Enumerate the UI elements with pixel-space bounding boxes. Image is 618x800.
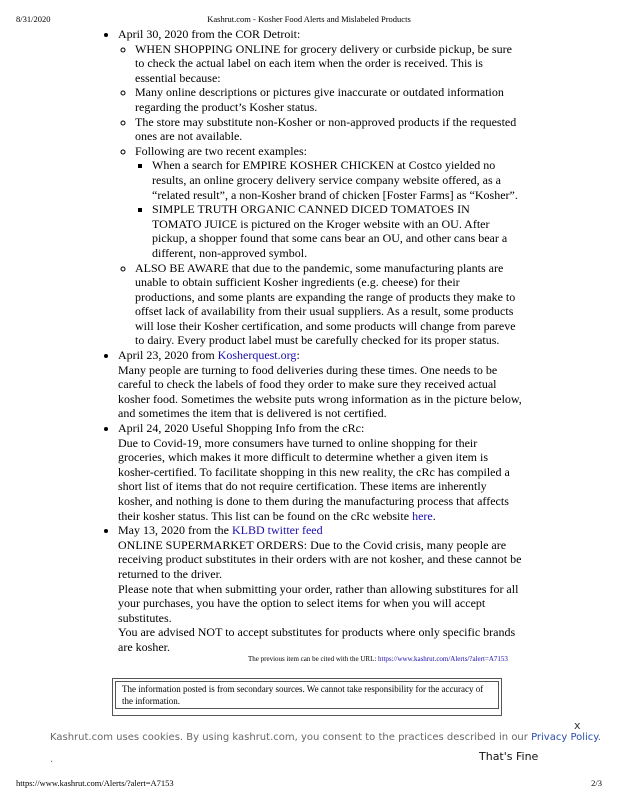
kq-heading-post: : bbox=[296, 348, 300, 363]
list-item bbox=[135, 115, 522, 144]
cor-point-text: Many online descriptions or pictures give inaccurate or outdated information regarding the product’s Kosher status. bbox=[135, 85, 504, 114]
accept-cookies-button[interactable]: That's Fine bbox=[479, 750, 539, 763]
cookie-message-text: Kashrut.com uses cookies. By using kashrut.com, you consent to the practices described in our bbox=[50, 732, 532, 743]
list-item bbox=[135, 144, 522, 261]
list-item bbox=[152, 202, 522, 260]
cookie-message-end: . bbox=[597, 732, 601, 743]
alert-content bbox=[102, 27, 522, 655]
crc-body-end: . bbox=[432, 508, 436, 523]
citation-url-link[interactable]: https://www.kashrut.com/Alerts/?alert=A7153 bbox=[378, 655, 508, 663]
cor-points bbox=[118, 42, 522, 348]
alert-list bbox=[102, 27, 522, 655]
klbd-p3: You are advised NOT to accept substitutes for products where only specific brands are kosher. bbox=[118, 625, 516, 654]
citation-text: The previous item can be cited with the URL: bbox=[248, 655, 379, 663]
cor-examples bbox=[135, 158, 522, 260]
cor-example-text: When a search for EMPIRE KOSHER CHICKEN at Costco yielded no results, an online grocery delivery service company website offered, as a “related result”, a non-Kosher brand of chicken [Foster Farms] as “Kosher”. bbox=[152, 158, 518, 202]
print-title: Kashrut.com - Kosher Food Alerts and Mislabeled Products bbox=[207, 14, 411, 24]
list-item bbox=[118, 523, 522, 654]
klbd-heading-pre: May 13, 2020 from the bbox=[118, 523, 232, 538]
kosherquest-link[interactable]: Kosherquest.org bbox=[217, 348, 297, 363]
cor-point-text: WHEN SHOPPING ONLINE for grocery delivery or curbside pickup, be sure to check the actual label on each item when the order is received. This is essential because: bbox=[135, 41, 512, 85]
list-item bbox=[135, 261, 522, 349]
close-icon[interactable]: x bbox=[574, 719, 581, 732]
klbd-twitter-link[interactable]: KLBD twitter feed bbox=[231, 523, 323, 538]
footer-url: https://www.kashrut.com/Alerts/?alert=A7153 bbox=[16, 778, 174, 788]
kq-heading-pre: April 23, 2020 from bbox=[118, 348, 218, 363]
list-item bbox=[118, 27, 522, 348]
page-number: 2/3 bbox=[591, 778, 602, 788]
cor-heading: April 30, 2020 from the COR Detroit: bbox=[118, 27, 301, 41]
cor-point-text: The store may substitute non-Kosher or non-approved products if the requested ones are not available. bbox=[135, 114, 517, 144]
list-item bbox=[135, 85, 522, 114]
privacy-policy-link[interactable]: Privacy Policy bbox=[531, 732, 598, 743]
list-item bbox=[118, 421, 522, 523]
klbd-p2: Please note that when submitting your order, rather than allowing substitures for all your purchases, you have the option to select items for when you will accept substitutes. bbox=[118, 581, 519, 625]
crc-body: Due to Covid-19, more consumers have turned to online shopping for their groceries, which makes it more difficult to determine whether a given item is kosher-certified. To facilitate shopping in this new reality, the cRc has compiled a short list of items that do not require certification. These items are inherently kosher, and nothing is done to them during the manufacturing process that affects their kosher status. This list can be found on the cRc website bbox=[118, 435, 510, 523]
citation-line bbox=[248, 655, 508, 663]
disclaimer-text: The information posted is from secondary sources. We cannot take responsibility for the accuracy of the information. bbox=[115, 681, 499, 709]
list-item bbox=[118, 348, 522, 421]
cor-point-text: Following are two recent examples: bbox=[135, 143, 307, 158]
crc-here-link[interactable]: here bbox=[412, 508, 433, 523]
cor-point-text: ALSO BE AWARE that due to the pandemic, some manufacturing plants are unable to obtain sufficient Kosher ingredients (e.g. cheese) for their productions, and some plants are expanding the range of products they make to offset lack of availability from their usual suppliers. As a result, some products will lose their Kosher certification, and some products will change from pareve to dairy. Every product label must be carefully checked for its proper status. bbox=[135, 260, 516, 348]
cookie-dot: . bbox=[50, 754, 54, 765]
cookie-message bbox=[50, 732, 601, 743]
disclaimer-box bbox=[112, 678, 502, 716]
cor-example-text: SIMPLE TRUTH ORGANIC CANNED DICED TOMATOES IN TOMATO JUICE is pictured on the Kroger website with an OU. After pickup, a shopper found that some cans bear an OU, and other cans bear a different, non-approved symbol. bbox=[152, 202, 508, 260]
cookie-banner bbox=[0, 716, 618, 770]
kq-body: Many people are turning to food deliveries during these times. One needs to be careful to check the labels of food they order to make sure they received actual kosher food. Sometimes the website puts wrong information as in the picture below, and sometimes the item that is delivered is not certified. bbox=[118, 362, 522, 421]
print-date: 8/31/2020 bbox=[16, 14, 51, 24]
klbd-p1: ONLINE SUPERMARKET ORDERS: Due to the Covid crisis, many people are receiving product substitutes in their orders with are not kosher, and these cannot be returned to the driver. bbox=[118, 537, 522, 581]
crc-heading: April 24, 2020 Useful Shopping Info from the cRc: bbox=[118, 421, 365, 436]
list-item bbox=[152, 158, 522, 202]
list-item bbox=[135, 42, 522, 86]
